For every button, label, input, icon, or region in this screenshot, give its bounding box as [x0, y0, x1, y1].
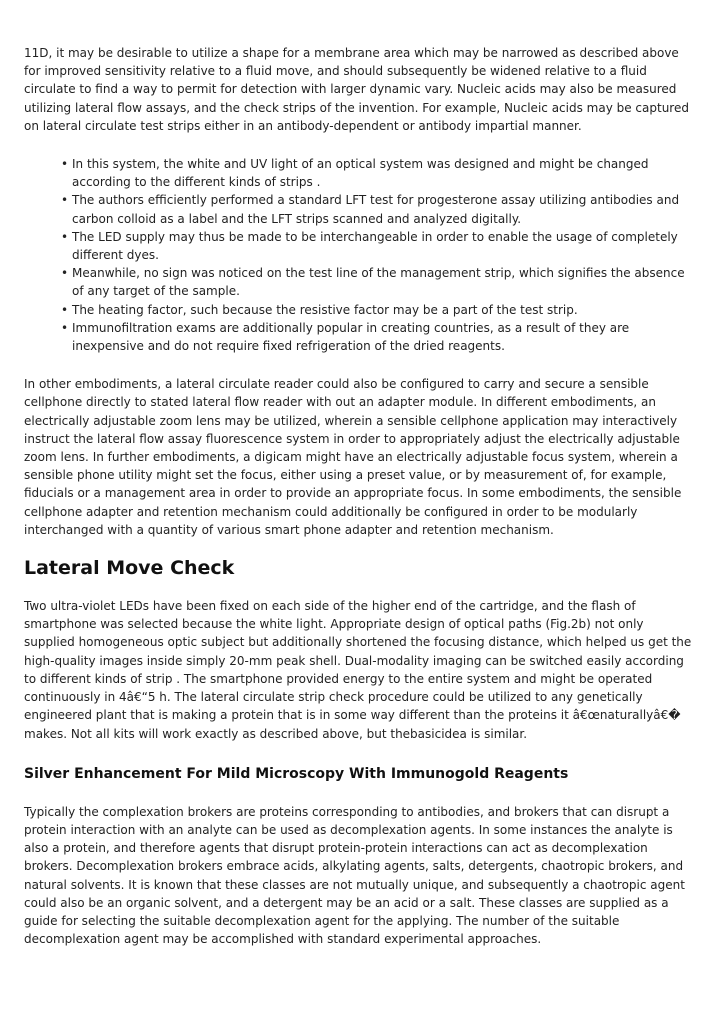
bullet-marker: • [61, 229, 69, 244]
section-heading: Lateral Move Check [24, 557, 235, 580]
list-item-text: Immunofiltration exams are additionally popular in creating countries, as a result of they are inexpensive and do not require fixed refrigeration of the dried reagents. [72, 320, 630, 354]
paragraph-decomplexation: Typically the complexation brokers are proteins corresponding to antibodies, and brokers that can disrupt a protein interaction with an analyte can be used as decomplexation agents. In some instances the analyte is also a protein, and therefore agents that disrupt protein-protein interactions can act as decomplexation brokers. Decomplexation brokers embrace acids, alkylating agents, salts, detergents, chaotropic brokers, and natural solvents. It is known that these classes are not mutually unique, and subsequently a chaotropic agent could also be an organic solvent, and a detergent may be an acid or a salt. These classes are supplied as a guide for selecting the suitable decomplexation agent for the applying. The number of the suitable decomplexation agent may be accomplished with standard experimental approaches. [24, 804, 685, 947]
subsection-heading: Silver Enhancement For Mild Microscopy With Immunogold Reagents [24, 765, 569, 782]
list-item-text: The LED supply may thus be made to be interchangeable in order to enable the usage of completely different dyes. [72, 229, 678, 263]
list-item [61, 228, 696, 264]
list-item [61, 264, 696, 300]
list-item-text: Meanwhile, no sign was noticed on the test line of the management strip, which signifies the absence of any target of the sample. [72, 266, 685, 299]
list-item-text: In this system, the white and UV light of an optical system was designed and might be changed according to the different kinds of strips . [72, 157, 649, 190]
bullet-marker: • [61, 157, 69, 172]
list-item [61, 301, 696, 319]
bullet-marker: • [61, 302, 69, 317]
list-item-text: The heating factor, such because the resistive factor may be a part of the test strip. [72, 302, 578, 317]
list-item [61, 191, 696, 227]
bullet-marker: • [61, 320, 69, 335]
bullet-marker: • [61, 193, 69, 208]
bullet-list [24, 155, 696, 355]
paragraph-led-cartridge: Two ultra-violet LEDs have been fixed on each side of the higher end of the cartridge, and the flash of smartphone was selected because the white light. Appropriate design of optical paths (Fig.2b) not only supplied homogeneous optic subject but additionally shortened the focusing distance, which helped us get the high-quality images inside simply 20-mm peak shell. Dual-modality imaging can be switched easily according to different kinds of strip . The smartphone provided energy to the entire system and might be operated continuously in 4â€“5 h. The lateral circulate strip check procedure could be utilized to any genetically engineered plant that is making a protein that is in some way different than the proteins it â€œnaturallyâ€� makes. Not all kits will work exactly as described above, but thebasicidea is similar. [24, 599, 692, 741]
list-item-text: The authors efficiently performed a standard LFT test for progesterone assay utilizing antibodies and carbon colloid as a label and the LFT strips scanned and analyzed digitally. [72, 193, 680, 226]
paragraph-intro: 11D, it may be desirable to utilize a shape for a membrane area which may be narrowed as described above for improved sensitivity relative to a fluid move, and should subsequently be widened relative to a fluid circulate to find a way to permit for detection with larger dynamic vary. Nucleic acids may also be measured utilizing lateral flow assays, and the check strips of the invention. For example, Nucleic acids may be captured on lateral circulate test strips either in an antibody-dependent or antibody impartial manner. [24, 46, 689, 133]
paragraph-embodiments: In other embodiments, a lateral circulate reader could also be configured to carry and secure a sensible cellphone directly to stated lateral flow reader with out an adapter module. In different embodiments, an electrically adjustable zoom lens may be utilized, wherein a sensible cellphone application may interactively instruct the lateral flow assay fluorescence system in order to appropriately adjust the electrically adjustable zoom lens. In further embodiments, a digicam might have an electrically adjustable focus system, wherein a sensible phone utility might set the focus, either using a preset value, or by measurement of, for example, fiducials or a management area in order to provide an appropriate focus. In some embodiments, the sensible cellphone adapter and retention mechanism could additionally be configured in order to be modularly interchanged with a quantity of various smart phone adapter and retention mechanism. [24, 377, 682, 537]
list-item [61, 319, 696, 355]
list-item [61, 155, 696, 191]
bullet-marker: • [61, 266, 69, 281]
